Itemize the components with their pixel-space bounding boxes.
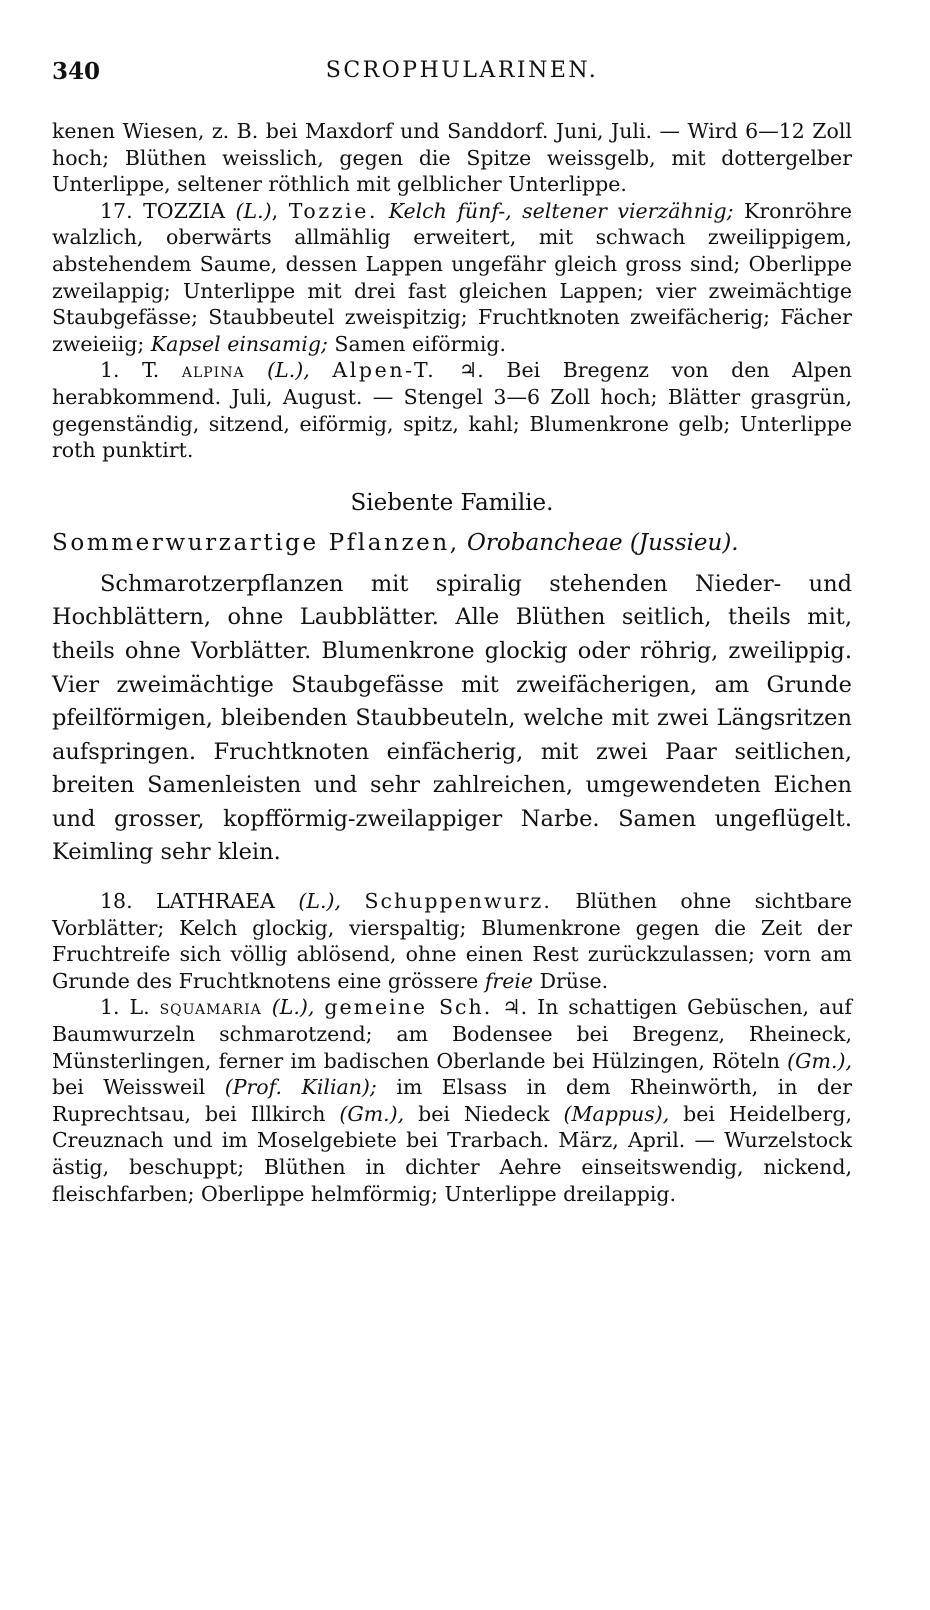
genus-description: Kronröhre walzlich, oberwärts allmählig erweitert, mit schwach zweilippigem, abstehendem Saume, dessen Lappen ungefähr gleich gross sind; Oberlippe zweilappig; Unterlippe mit drei fast gleichen Lappen; vier zweimächtige Staubgefässe; Staubbeutel zweispitzig; Fruchtknoten zweifächerig; Fächer zweieiig;: [52, 198, 852, 356]
species-text-3: im Elsass in dem Rheinwörth, in der Ruprechtsau, bei Illkirch: [52, 1075, 852, 1126]
species-name: alpina: [181, 358, 245, 383]
genus-description-end: Samen eiförmig.: [334, 331, 507, 356]
species-text-4: bei Niedeck: [418, 1101, 550, 1126]
genus-description-italic: freie: [484, 968, 534, 993]
genus-number: 18. LATHRAEA: [100, 889, 275, 914]
genus-author: (L.),: [298, 889, 342, 914]
family-name-german: Sommerwurzartige Pflanzen,: [52, 529, 460, 556]
species-text-5: bei Heidelberg, Creuznach und im Moselgebiete bei Trarbach. März, April. — Wurzelstock ästig, beschuppt; Blüthen in dichter Aehre einseitswendig, nickend, fleischfarben; Oberlippe helmförmig; Unterlippe dreilappig.: [52, 1101, 852, 1206]
family-title: Siebente Familie.: [350, 489, 554, 516]
page-header: [52, 58, 872, 92]
perennial-symbol: ♃.: [458, 358, 484, 383]
species-lathraea-squamaria: [52, 994, 852, 1207]
reference-4: (Mappus),: [563, 1101, 670, 1126]
species-number: 1. L.: [100, 995, 150, 1020]
genus-lathraea: [52, 888, 852, 994]
genus-common-name: Tozzie.: [288, 198, 379, 223]
species-name: squamaria: [159, 995, 262, 1020]
family-name: [52, 530, 852, 556]
genus-number: 17. TOZZIA: [100, 198, 225, 223]
page-body: [52, 118, 852, 1207]
genus-tozzia: 17. TOZZIA (L.), Tozzie. Kelch fünf-, seltener vierzähnig; Kronröhre walzlich, oberwärts allmählig erweitert, mit schwach zweilippigem, abstehendem Saume, dessen Lappen ungefähr gleich gross sind; Oberlippe zweilappig; Unterlippe mit drei fast gleichen Lappen; vier zweimächtige Staubgefässe; Staubbeutel zweispitzig; Fruchtknoten zweifächerig; Fächer zweieiig; Kapsel einsamig; Samen eiförmig.: [52, 198, 852, 356]
genus-description: Blüthen ohne sichtbare Vorblätter; Kelch glockig, vierspaltig; Blumenkrone gegen die Zeit der Fruchtreife sich völlig ablösend, ohne einen Rest zurückzulassen; vorn am Grunde des Fruchtknotens eine grössere: [52, 889, 852, 993]
family-name-latin: Orobancheae: [467, 529, 623, 556]
species-text: Bei Bregenz von den Alpen herabkommend. Juli, August. — Stengel 3—6 Zoll hoch; Blätter grasgrün, gegenständig, sitzend, eiförmig, spitz, kahl; Blumenkrone gelb; Unterlippe roth punktirt.: [52, 358, 852, 463]
intro-paragraph: kenen Wiesen, z. B. bei Maxdorf und Sanddorf. Juni, Juli. — Wird 6—12 Zoll hoch; Blüthen weisslich, gegen die Spitze weissgelb, mit dottergelber Unterlippe, seltener röthlich mit gelblicher Unterlippe.: [52, 119, 852, 197]
species-tozzia-alpina: [52, 357, 852, 463]
reference-2: (Prof. Kilian);: [224, 1075, 377, 1100]
genus-description-italic-2: Kapsel einsamig;: [150, 331, 328, 356]
species-author: (L.),: [267, 358, 310, 383]
species-common-name: Alpen-T.: [332, 358, 437, 383]
family-description: Schmarotzerpflanzen mit spiralig stehenden Nieder- und Hochblättern, ohne Laubblätter. Alle Blüthen seitlich, theils mit, theils ohne Vorblätter. Blumenkrone glockig oder röhrig, zweilippig. Vier zweimächtige Staubgefässe mit zweifächerigen, am Grunde pfeilförmigen, bleibenden Staubbeuteln, welche mit zwei Längsritzen aufspringen. Fruchtknoten einfächerig, mit zwei Paar seitlichen, breiten Samenleisten und sehr zahlreichen, umgewendeten Eichen und grosser, kopfförmig-zweilappiger Narbe. Samen ungeflügelt. Keimling sehr klein.: [52, 570, 852, 866]
reference-1: (Gm.),: [787, 1048, 852, 1073]
species-text-2: bei Weissweil: [52, 1075, 206, 1100]
running-title: SCROPHULARINEN.: [325, 58, 599, 83]
species-common-name: gemeine Sch.: [324, 995, 493, 1020]
species-number: 1. T.: [100, 358, 160, 383]
perennial-symbol: ♃.: [502, 995, 528, 1020]
genus-description-italic: Kelch fünf-, seltener vierzähnig;: [388, 198, 734, 223]
species-text-1: In schattigen Gebüschen, auf Baumwurzeln schmarotzend; am Bodensee bei Bregenz, Rheineck, Münsterlingen, ferner im badischen Oberlande bei Hülzingen, Röteln: [52, 995, 852, 1073]
family-name-author: (Jussieu).: [629, 529, 739, 556]
genus-description-end: Drüse.: [539, 968, 609, 993]
reference-3: (Gm.),: [339, 1101, 405, 1126]
genus-common-name: Schuppenwurz.: [364, 889, 552, 914]
species-author: (L.),: [271, 995, 315, 1020]
page-number: 340: [52, 58, 101, 85]
genus-author: (L.): [235, 198, 272, 223]
